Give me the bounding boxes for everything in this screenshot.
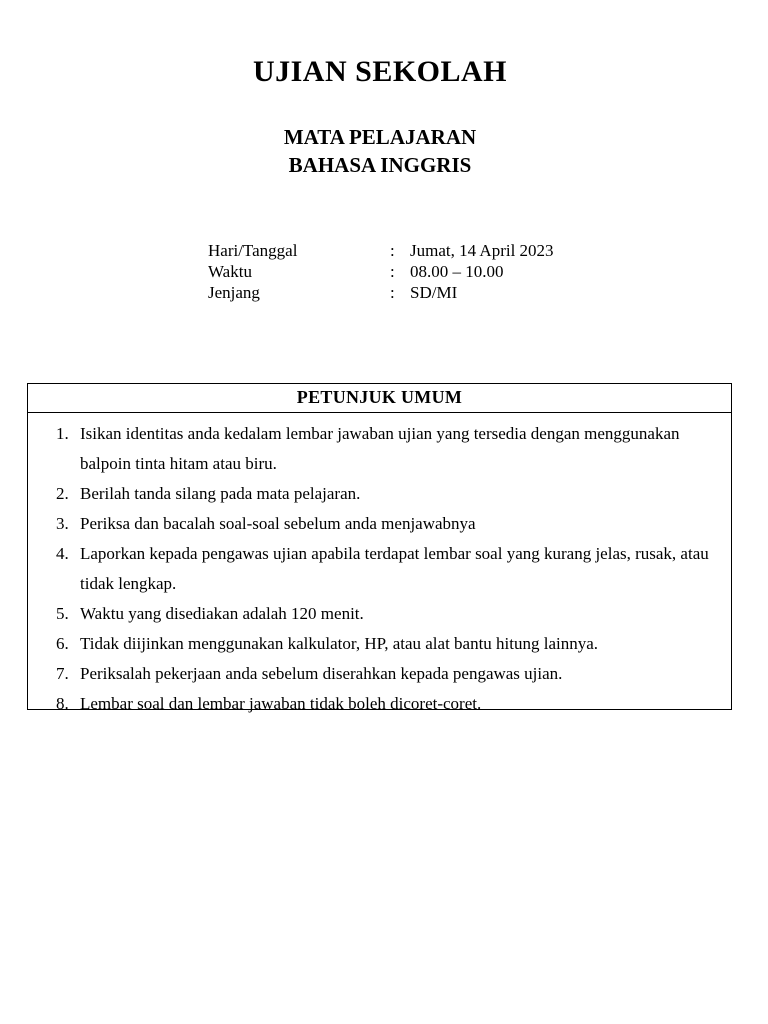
info-label: Hari/Tanggal — [208, 241, 298, 260]
info-row-time — [208, 261, 554, 282]
list-item — [28, 479, 731, 509]
info-separator: : — [390, 283, 395, 302]
item-number: 5. — [56, 604, 69, 623]
info-value: 08.00 – 10.00 — [410, 262, 504, 281]
instructions-list — [28, 413, 731, 719]
page-title: UJIAN SEKOLAH — [252, 55, 508, 88]
info-label: Jenjang — [208, 283, 260, 302]
list-item — [28, 509, 731, 539]
info-separator: : — [390, 262, 395, 281]
item-number: 4. — [56, 544, 69, 563]
exam-info — [208, 240, 554, 303]
list-item — [28, 689, 731, 719]
list-item — [28, 599, 731, 629]
item-number: 3. — [56, 514, 69, 533]
subject-label: MATA PELAJARAN — [283, 125, 477, 149]
item-text: Waktu yang disediakan adalah 120 menit. — [80, 604, 364, 623]
item-number: 1. — [56, 424, 69, 443]
item-number: 8. — [56, 694, 69, 713]
list-item — [28, 629, 731, 659]
instructions-heading: PETUNJUK UMUM — [28, 384, 731, 413]
list-item — [28, 659, 731, 689]
item-number: 2. — [56, 484, 69, 503]
item-text: Tidak diijinkan menggunakan kalkulator, HP, atau alat bantu hitung lainnya. — [80, 634, 599, 653]
info-separator: : — [390, 241, 395, 260]
list-item — [28, 539, 731, 599]
item-text: Periksalah pekerjaan anda sebelum diserahkan kepada pengawas ujian. — [80, 664, 563, 683]
instructions-box — [27, 383, 732, 713]
list-item — [28, 419, 731, 479]
subject-name: BAHASA INGGRIS — [288, 153, 472, 177]
info-value: SD/MI — [410, 283, 458, 302]
item-text: Periksa dan bacalah soal-soal sebelum anda menjawabnya — [80, 514, 476, 533]
item-number: 7. — [56, 664, 69, 683]
subject-heading — [0, 123, 760, 179]
info-row-level — [208, 282, 554, 303]
item-text: Berilah tanda silang pada mata pelajaran. — [80, 484, 361, 503]
item-text: Laporkan kepada pengawas ujian apabila terdapat lembar soal yang kurang jelas, rusak, atau tidak lengkap. — [80, 544, 709, 593]
item-text: Lembar soal dan lembar jawaban tidak boleh dicoret-coret. — [80, 694, 482, 713]
item-text: Isikan identitas anda kedalam lembar jawaban ujian yang tersedia dengan menggunakan balpoin tinta hitam atau biru. — [80, 424, 680, 473]
item-number: 6. — [56, 634, 69, 653]
info-row-date — [208, 240, 554, 261]
info-label: Waktu — [208, 262, 252, 281]
info-value: Jumat, 14 April 2023 — [410, 241, 554, 260]
